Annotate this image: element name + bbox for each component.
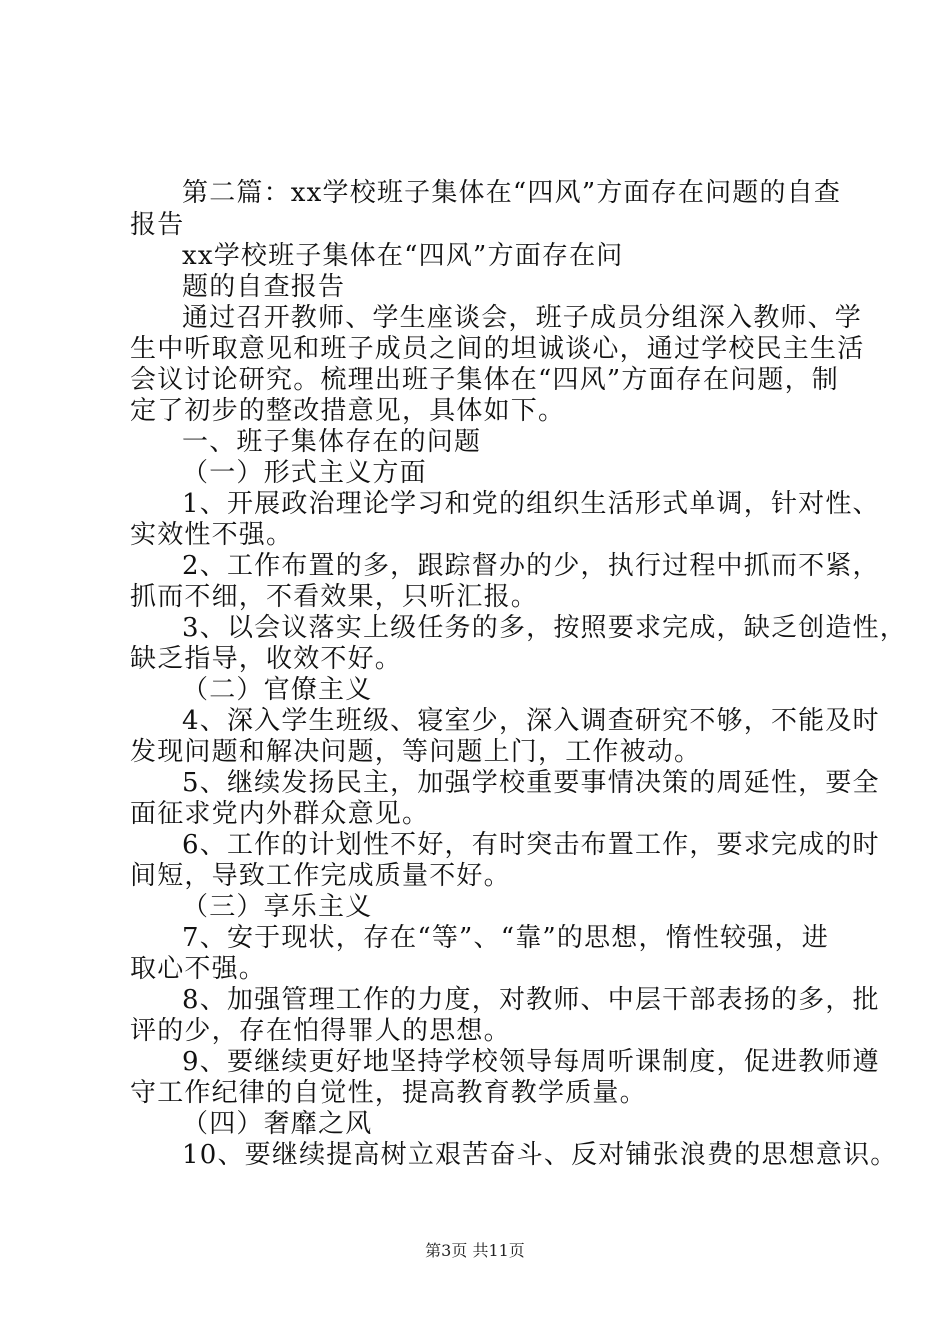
list-item-line: 实效性不强。 xyxy=(130,520,294,550)
subsection-heading: （一）形式主义方面 xyxy=(182,458,427,488)
subsection-heading: （三）享乐主义 xyxy=(182,892,373,922)
document-subtitle-line-2: 题的自查报告 xyxy=(182,272,346,302)
list-item-line: 7、安于现状，存在“等”、“靠”的思想，惰性较强，进 xyxy=(182,923,829,953)
subsection-heading: （二）官僚主义 xyxy=(182,675,373,705)
paragraph-line: 定了初步的整改措意见，具体如下。 xyxy=(130,396,566,426)
list-item-line: 缺乏指导，收效不好。 xyxy=(130,644,403,674)
list-item-line: 抓而不细，不看效果，只听汇报。 xyxy=(130,582,539,612)
paragraph-line: 生中听取意见和班子成员之间的坦诚谈心，通过学校民主生活 xyxy=(130,334,865,364)
list-item-line: 1、开展政治理论学习和党的组织生活形式单调，针对性、 xyxy=(182,489,880,519)
document-subtitle-line-1: xx学校班子集体在“四风”方面存在问 xyxy=(182,241,624,271)
page-indicator: 第3页 共11页 xyxy=(425,1241,525,1260)
list-item-line: 发现问题和解决问题，等问题上门，工作被动。 xyxy=(130,737,702,767)
list-item-line: 4、深入学生班级、寝室少，深入调查研究不够，不能及时 xyxy=(182,706,880,736)
list-item-line: 评的少，存在怕得罪人的思想。 xyxy=(130,1016,511,1046)
paragraph-line: 会议讨论研究。梳理出班子集体在“四风”方面存在问题，制 xyxy=(130,365,839,395)
section-heading: 一、班子集体存在的问题 xyxy=(182,427,482,457)
paragraph-line: 通过召开教师、学生座谈会，班子成员分组深入教师、学 xyxy=(182,303,863,333)
list-item-line: 6、工作的计划性不好，有时突击布置工作，要求完成的时 xyxy=(182,830,880,860)
list-item-line: 10、要继续提高树立艰苦奋斗、反对铺张浪费的思想意识。 xyxy=(182,1140,898,1170)
subsection-heading: （四）奢靡之风 xyxy=(182,1109,373,1139)
document-title-line-2: 报告 xyxy=(130,210,185,240)
list-item-line: 守工作纪律的自觉性，提高教育教学质量。 xyxy=(130,1078,647,1108)
list-item-line: 5、继续发扬民主，加强学校重要事情决策的周延性，要全 xyxy=(182,768,880,798)
list-item-line: 间短，导致工作完成质量不好。 xyxy=(130,861,511,891)
list-item-line: 2、工作布置的多，跟踪督办的少，执行过程中抓而不紧， xyxy=(182,551,880,581)
list-item-line: 面征求党内外群众意见。 xyxy=(130,799,430,829)
list-item-line: 3、以会议落实上级任务的多，按照要求完成，缺乏创造性， xyxy=(182,613,907,643)
list-item-line: 取心不强。 xyxy=(130,954,267,984)
list-item-line: 8、加强管理工作的力度，对教师、中层干部表扬的多，批 xyxy=(182,985,880,1015)
list-item-line: 9、要继续更好地坚持学校领导每周听课制度，促进教师遵 xyxy=(182,1047,880,1077)
document-title-line-1: 第二篇：xx学校班子集体在“四风”方面存在问题的自查 xyxy=(182,178,842,208)
